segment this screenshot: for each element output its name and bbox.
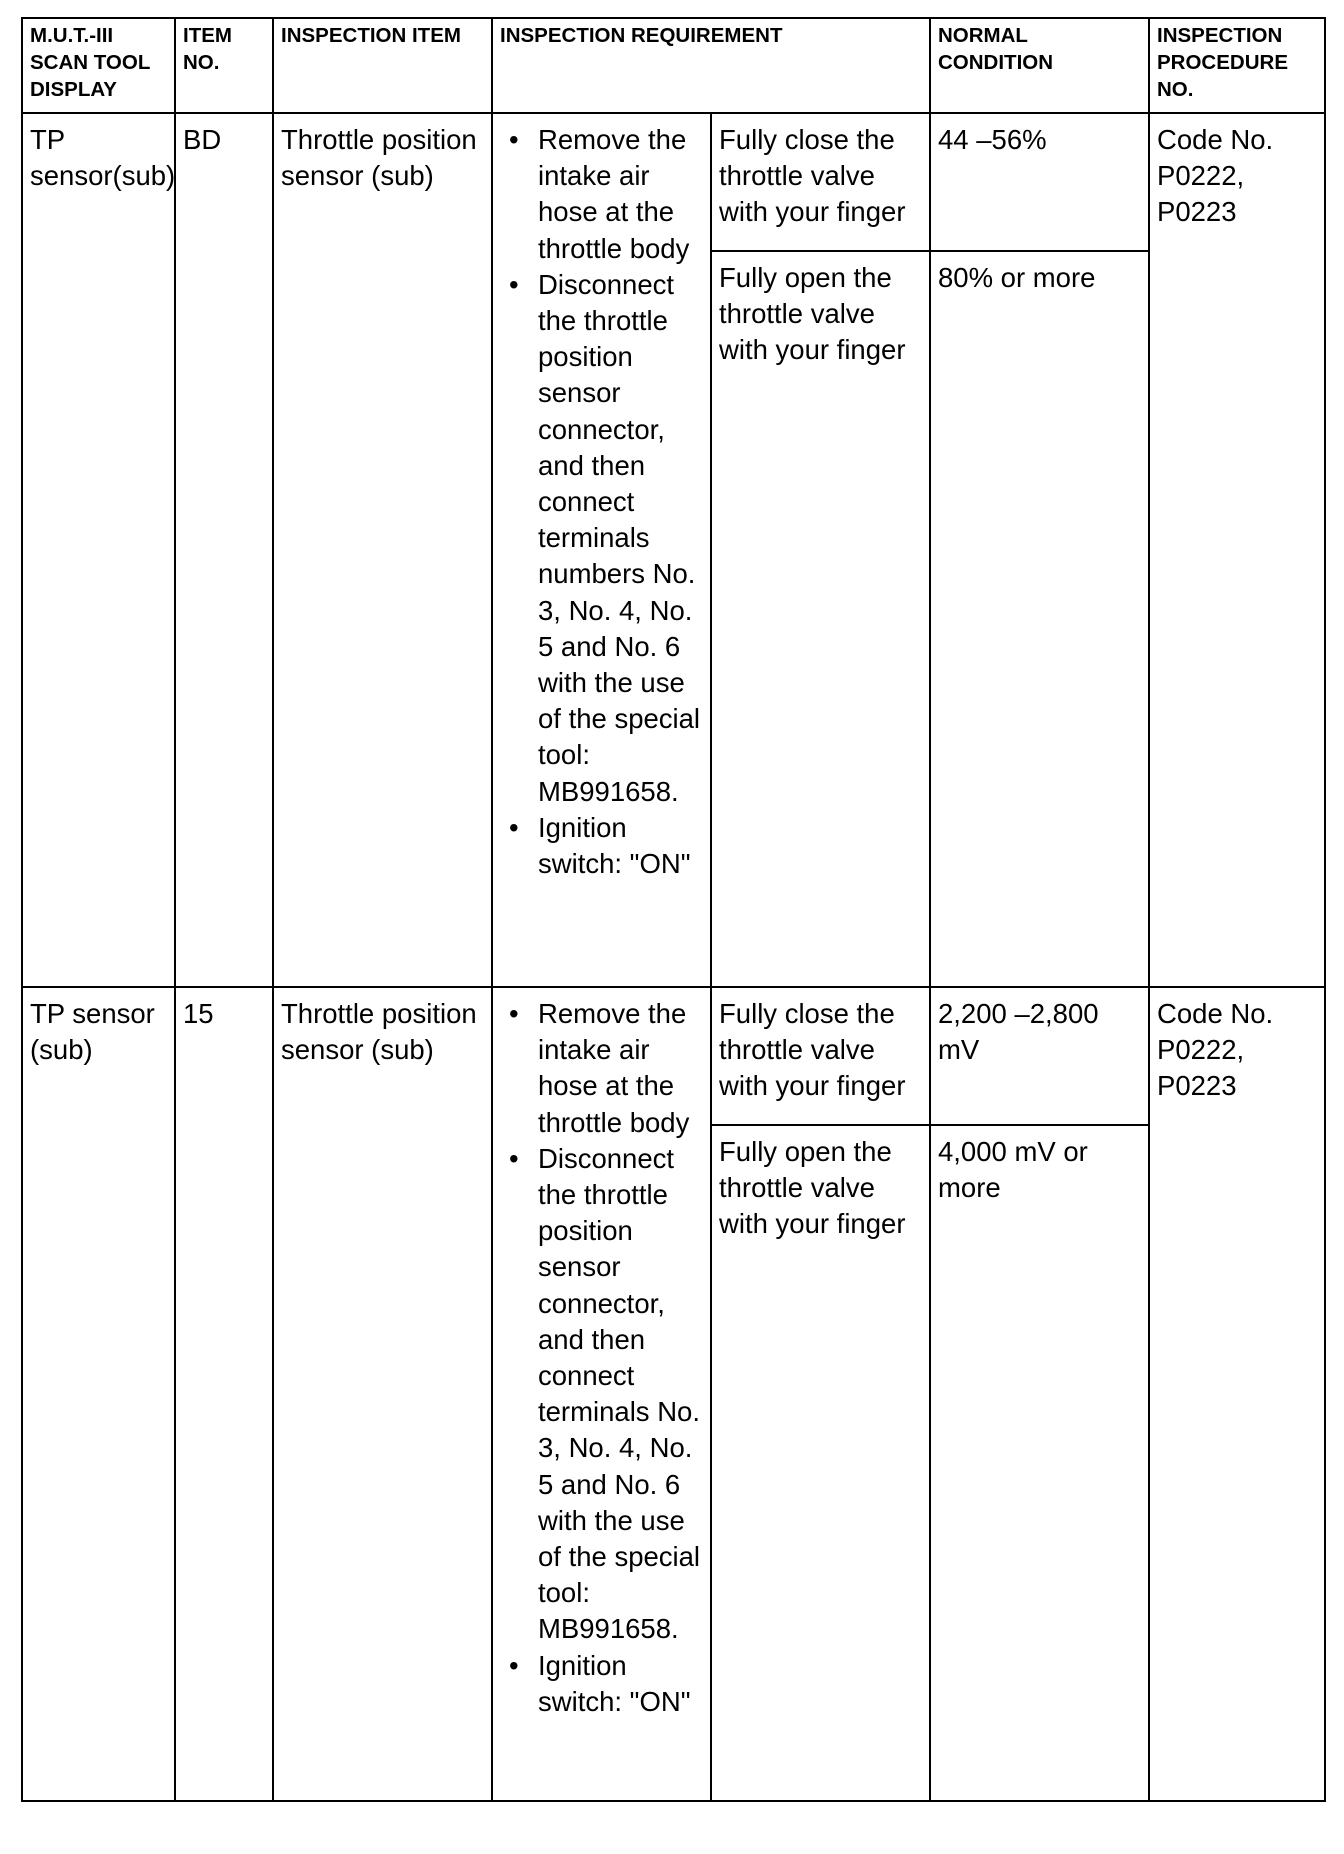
header-inspection-procedure-no: INSPECTION PROCEDURE NO. [1149,18,1325,113]
bullet-icon: • [509,998,519,1029]
cell-inspection-requirement [492,987,711,1801]
header-row [22,18,1325,113]
table-row [22,987,1325,1125]
bullet-icon: • [509,124,519,155]
list-item [500,810,704,882]
header-normal-condition: NORMAL CONDITION [930,18,1149,113]
cell-item-no: 15 [175,987,273,1801]
cell-normal-condition: 44 –56% [930,113,1149,251]
cell-item-no: BD [175,113,273,987]
requirement-text: Disconnect the throttle position sensor connector, and then connect terminals numbers No. 3, No. 4, No. 5 and No. 6 with the use of the special tool: MB991658. [538,268,701,807]
header-inspection-item: INSPECTION ITEM [273,18,492,113]
cell-inspection-requirement [492,113,711,987]
cell-normal-condition: 4,000 mV or more [930,1125,1149,1801]
list-item [500,996,704,1141]
bullet-icon: • [509,1142,519,1174]
cell-scan-tool-display: TP sensor (sub) [22,987,175,1801]
cell-condition: Fully open the throttle valve with your finger [711,251,930,987]
header-scan-tool-display: M.U.T.-III SCAN TOOL DISPLAY [22,18,175,113]
list-item [500,1141,704,1648]
requirement-text: Disconnect the throttle position sensor connector, and then connect terminals No. 3, No. 4, No. 5 and No. 6 with the use of the special tool: MB991658. [538,1142,701,1645]
requirement-text: Ignition switch: "ON" [538,811,691,880]
requirement-list [500,996,704,1720]
header-inspection-requirement: INSPECTION REQUIREMENT [492,18,930,113]
cell-condition: Fully close the throttle valve with your finger [711,987,930,1125]
requirement-text: Remove the intake air hose at the throttle body [538,998,690,1138]
list-item [500,1648,704,1720]
list-item [500,122,704,267]
bullet-icon: • [509,1649,519,1681]
cell-inspection-item: Throttle position sensor (sub) [273,987,492,1801]
cell-normal-condition: 80% or more [930,251,1149,987]
requirement-list [500,122,704,882]
list-item [500,267,704,810]
cell-normal-condition: 2,200 –2,800 mV [930,987,1149,1125]
cell-procedure-no: Code No. P0222, P0223 [1149,113,1325,987]
cell-procedure-no: Code No. P0222, P0223 [1149,987,1325,1801]
table-row [22,113,1325,251]
cell-condition: Fully open the throttle valve with your finger [711,1125,930,1801]
bullet-icon: • [509,811,519,843]
inspection-table [21,17,1326,1802]
cell-condition: Fully close the throttle valve with your finger [711,113,930,251]
cell-scan-tool-display: TP sensor(sub) [22,113,175,987]
cell-inspection-item: Throttle position sensor (sub) [273,113,492,987]
bullet-icon: • [509,268,519,300]
header-item-no: ITEM NO. [175,18,273,113]
requirement-text: Remove the intake air hose at the throttle body [538,124,690,264]
requirement-text: Ignition switch: "ON" [538,1649,691,1717]
